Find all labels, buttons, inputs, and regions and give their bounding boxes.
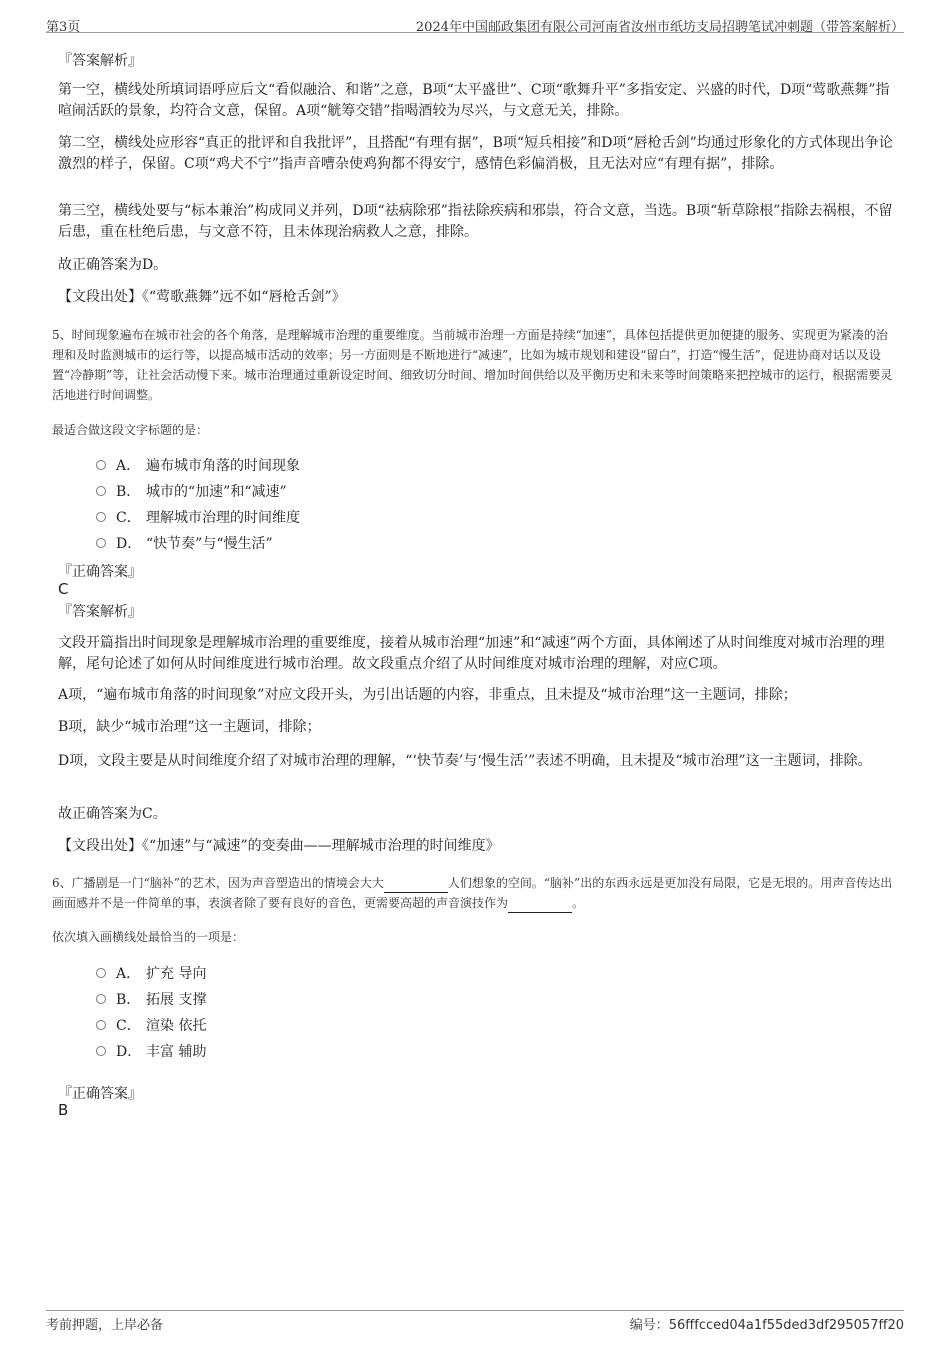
q5-analysis-para2: A项，“遍布城市角落的时间现象”对应文段开头，为引出话题的内容，非重点，且未提及“城市治理”这一主题词，排除； [58, 687, 797, 703]
page-header [46, 12, 904, 35]
option-text: 丰富 辅助 [146, 1044, 207, 1060]
q6-option-b[interactable] [96, 989, 206, 1009]
radio-icon[interactable] [96, 1020, 106, 1030]
option-text: “快节奏”与“慢生活” [146, 536, 273, 552]
q5-option-d[interactable] [96, 533, 273, 553]
option-text: 理解城市治理的时间维度 [146, 510, 300, 526]
header-divider [46, 32, 904, 33]
fill-blank-2 [508, 900, 572, 913]
option-letter: A． [116, 966, 141, 982]
q4-analysis-para2: 第二空，横线处应形容“真正的批评和自我批评”，且搭配“有理有据”，B项“短兵相接”和D项“唇枪舌剑”均通过形象化的方式体现出争论激烈的样子，保留。C项“鸡犬不宁”指声音嘈杂使鸡狗都不得安宁，感情色彩偏消极，且无法对应“有理有据”，排除。 [58, 135, 893, 172]
option-text: 拓展 支撑 [146, 992, 207, 1008]
q6-answer-label: 『正确答案』 [58, 1086, 142, 1102]
q6-option-c[interactable] [96, 1015, 206, 1035]
radio-icon[interactable] [96, 486, 106, 496]
radio-icon[interactable] [96, 968, 106, 978]
option-letter: A． [116, 458, 141, 474]
q5-source: 【文段出处】《“加速”与“减速”的变奏曲——理解城市治理的时间维度》 [58, 838, 500, 854]
q5-analysis-para3: B项，缺少“城市治理”这一主题词，排除； [58, 719, 321, 735]
q5-conclusion: 故正确答案为C。 [58, 806, 167, 822]
radio-icon[interactable] [96, 538, 106, 548]
q5-answer: C [58, 580, 69, 598]
q5-answer-label: 『正确答案』 [58, 564, 142, 580]
q5-stem: 5、时间现象遍布在城市社会的各个角落，是理解城市治理的重要维度。当前城市治理一方面是持续“加速”，具体包括提供更加便捷的服务、实现更为紧凑的治理和及时监测城市的运行等，以提高城市活动的效率；另一方面则是不断地进行“减速”，比如为城市规划和建设“留白”，打造“慢生活”，促进协商对话以及设置“冷静期”等，让社会活动慢下来。城市治理通过重新设定时间、细致切分时间、增加时间供给以及平衡历史和未来等时间策略来把控城市的运行，根据需要灵活地进行时间调整。 [52, 328, 893, 402]
q5-option-c[interactable] [96, 507, 300, 527]
radio-icon[interactable] [96, 994, 106, 1004]
q4-analysis-label: 『答案解析』 [58, 53, 142, 69]
option-letter: C． [116, 510, 141, 526]
radio-icon[interactable] [96, 512, 106, 522]
footer-divider [46, 1310, 904, 1311]
q4-analysis-para3: 第三空，横线处要与“标本兼治”构成同义并列，D项“祛病除邪”指祛除疾病和邪祟，符合文意，当选。B项“斩草除根”指除去祸根，不留后患，重在杜绝后患，与文意不符，且未体现治病救人之意，排除。 [58, 203, 893, 240]
footer-code [630, 1314, 904, 1333]
document-title: 2024年中国邮政集团有限公司河南省汝州市纸坊支局招聘笔试冲刺题（带答案解析） [415, 20, 904, 35]
option-letter: D． [116, 536, 142, 552]
option-text: 渲染 依托 [146, 1018, 207, 1034]
q6-stem-part2: 人们想象的空间。“脑补”出的东西永远是更加没有局限，它是无垠的。用声音传达出画面感并不是一件简单的事，表演者除了要有良好的音色，更需要高超的声音演技作为 [52, 876, 893, 910]
option-text: 扩充 导向 [146, 966, 207, 982]
q4-conclusion: 故正确答案为D。 [58, 257, 168, 273]
option-text: 城市的“加速”和“减速” [146, 484, 287, 500]
q5-analysis-para1: 文段开篇指出时间现象是理解城市治理的重要维度，接着从城市治理“加速”和“减速”两个方面，具体阐述了从时间维度对城市治理的理解，尾句论述了如何从时间维度进行城市治理。故文段重点介绍了从时间维度对城市治理的理解，对应C项。 [58, 635, 885, 672]
radio-icon[interactable] [96, 1046, 106, 1056]
option-letter: D． [116, 1044, 142, 1060]
q5-analysis-para4: D项，文段主要是从时间维度介绍了对城市治理的理解，“‘快节奏’与‘慢生活’”表述不明确，且未提及“城市治理”这一主题词，排除。 [58, 753, 872, 769]
q4-analysis-para1: 第一空，横线处所填词语呼应后文“看似融洽、和谐”之意，B项“太平盛世”、C项“歌舞升平”多指安定、兴盛的时代，D项“莺歌燕舞”指喧闹活跃的景象，均符合文意，保留。A项“觥筹交错”指喝酒较为尽兴，与文意无关，排除。 [58, 82, 890, 119]
fill-blank-1 [384, 880, 448, 893]
q5-option-b[interactable] [96, 481, 287, 501]
q5-option-a[interactable] [96, 455, 300, 475]
code-label: 编号： [629, 1318, 669, 1333]
q6-prompt: 依次填入画横线处最恰当的一项是： [52, 930, 245, 944]
q6-stem [52, 873, 898, 913]
option-letter: B． [116, 992, 141, 1008]
option-letter: C． [116, 1018, 141, 1034]
footer-slogan: 考前押题，上岸必备 [46, 1318, 164, 1333]
page-number: 第3页 [46, 20, 81, 35]
q6-stem-part3: 。 [572, 896, 585, 910]
q6-option-a[interactable] [96, 963, 206, 983]
q5-analysis-label: 『答案解析』 [58, 604, 142, 620]
option-letter: B． [116, 484, 141, 500]
option-text: 遍布城市角落的时间现象 [146, 458, 300, 474]
q5-prompt: 最适合做这段文字标题的是： [52, 423, 209, 437]
code-value: 56fffcced04a1f55ded3df295057ff20 [668, 1318, 904, 1333]
q4-source: 【文段出处】《“莺歌燕舞”远不如“唇枪舌剑”》 [58, 289, 346, 305]
radio-icon[interactable] [96, 460, 106, 470]
q6-option-d[interactable] [96, 1041, 206, 1061]
q6-stem-part1: 6、广播剧是一门“脑补”的艺术，因为声音塑造出的情境会大大 [52, 876, 384, 890]
q6-answer: B [58, 1101, 69, 1119]
